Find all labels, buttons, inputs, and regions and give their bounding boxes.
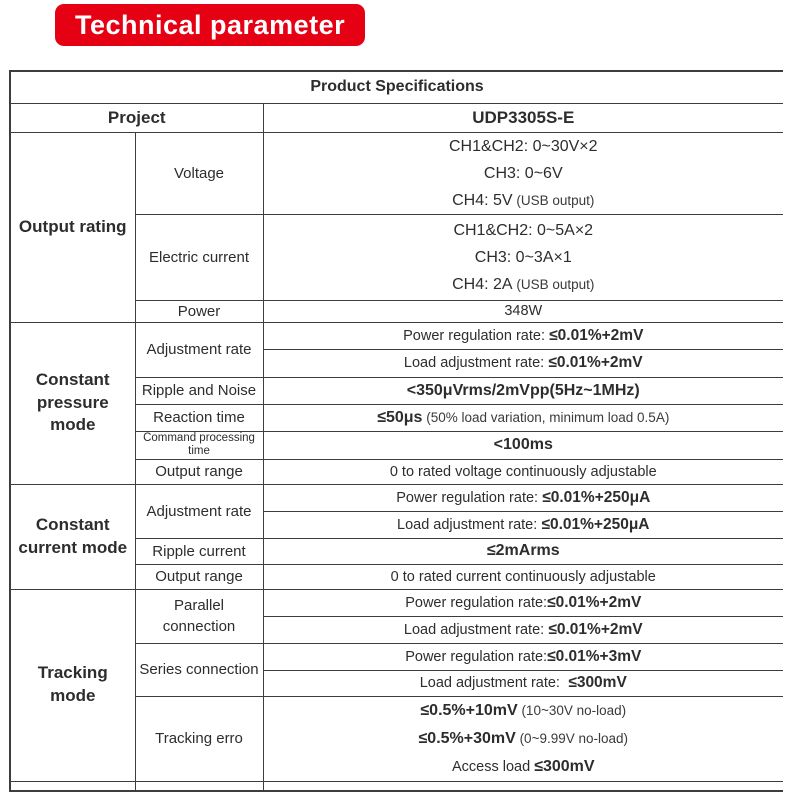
param-ripple-current: Ripple current xyxy=(135,538,263,564)
series-power-regulation: Power regulation rate:≤0.01%+3mV xyxy=(263,643,783,670)
tracking-erro-line: ≤0.5%+30mV (0~9.99V no-load) xyxy=(418,729,629,747)
param-reaction-time: Reaction time xyxy=(135,404,263,431)
param-cc-output-range: Output range xyxy=(135,564,263,589)
product-spec-table xyxy=(9,70,783,792)
param-parallel-connection: Parallel connection xyxy=(135,589,263,643)
banner-title: Technical parameter xyxy=(75,9,346,40)
section-constant-pressure: Constant pressure mode xyxy=(10,322,135,484)
current-values xyxy=(263,214,783,300)
cp-power-regulation: Power regulation rate: ≤0.01%+2mV xyxy=(263,322,783,349)
ripple-noise-value: <350μVrms/2mVpp(5Hz~1MHz) xyxy=(263,377,783,404)
power-value: 348W xyxy=(263,300,783,322)
cc-load-adjustment: Load adjustment rate: ≤0.01%+250μA xyxy=(263,511,783,538)
clipped-cell xyxy=(135,781,263,791)
spec-table-wrapper xyxy=(9,70,783,799)
cp-load-adjustment: Load adjustment rate: ≤0.01%+2mV xyxy=(263,349,783,377)
current-line: CH3: 0~3A×1 xyxy=(474,248,572,266)
ripple-current-value: ≤2mArms xyxy=(263,538,783,564)
param-power: Power xyxy=(135,300,263,322)
model-name: UDP3305S-E xyxy=(263,103,783,132)
tracking-erro-line: Access load ≤300mV xyxy=(451,757,595,775)
tracking-erro-line: ≤0.5%+10mV (10~30V no-load) xyxy=(420,701,627,719)
voltage-line: CH1&CH2: 0~30V×2 xyxy=(449,137,598,155)
param-tracking-erro: Tracking erro xyxy=(135,696,263,781)
param-electric-current: Electric current xyxy=(135,214,263,300)
voltage-line: CH4: 5V (USB output) xyxy=(452,191,595,209)
section-constant-current: Constant current mode xyxy=(10,484,135,589)
current-line: CH4: 2A (USB output) xyxy=(452,275,595,293)
command-time-value: <100ms xyxy=(263,431,783,459)
clipped-cell xyxy=(263,781,783,791)
param-series-connection: Series connection xyxy=(135,643,263,696)
technical-parameter-banner xyxy=(55,4,365,46)
section-tracking-mode: Tracking mode xyxy=(10,589,135,781)
voltage-line: CH3: 0~6V xyxy=(483,164,563,182)
param-cp-adjustment-rate: Adjustment rate xyxy=(135,322,263,377)
param-cp-output-range: Output range xyxy=(135,459,263,484)
series-load-adjustment: Load adjustment rate: ≤300mV xyxy=(263,670,783,696)
param-voltage: Voltage xyxy=(135,132,263,214)
cp-output-range-value: 0 to rated voltage continuously adjustable xyxy=(263,459,783,484)
parallel-power-regulation: Power regulation rate:≤0.01%+2mV xyxy=(263,589,783,616)
table-header: Product Specifications xyxy=(10,71,783,103)
section-output-rating: Output rating xyxy=(10,132,135,322)
param-cc-adjustment-rate: Adjustment rate xyxy=(135,484,263,538)
voltage-values xyxy=(263,132,783,214)
current-line: CH1&CH2: 0~5A×2 xyxy=(453,221,594,239)
reaction-time-value: ≤50μs (50% load variation, minimum load 0.5A) xyxy=(263,404,783,431)
param-command-processing-time: Command processing time xyxy=(135,431,263,459)
tracking-erro-values xyxy=(263,696,783,781)
cc-output-range-value: 0 to rated current continuously adjustable xyxy=(263,564,783,589)
cc-power-regulation: Power regulation rate: ≤0.01%+250μA xyxy=(263,484,783,511)
param-ripple-noise: Ripple and Noise xyxy=(135,377,263,404)
parallel-load-adjustment: Load adjustment rate: ≤0.01%+2mV xyxy=(263,616,783,643)
clipped-cell xyxy=(10,781,135,791)
project-label: Project xyxy=(10,103,263,132)
